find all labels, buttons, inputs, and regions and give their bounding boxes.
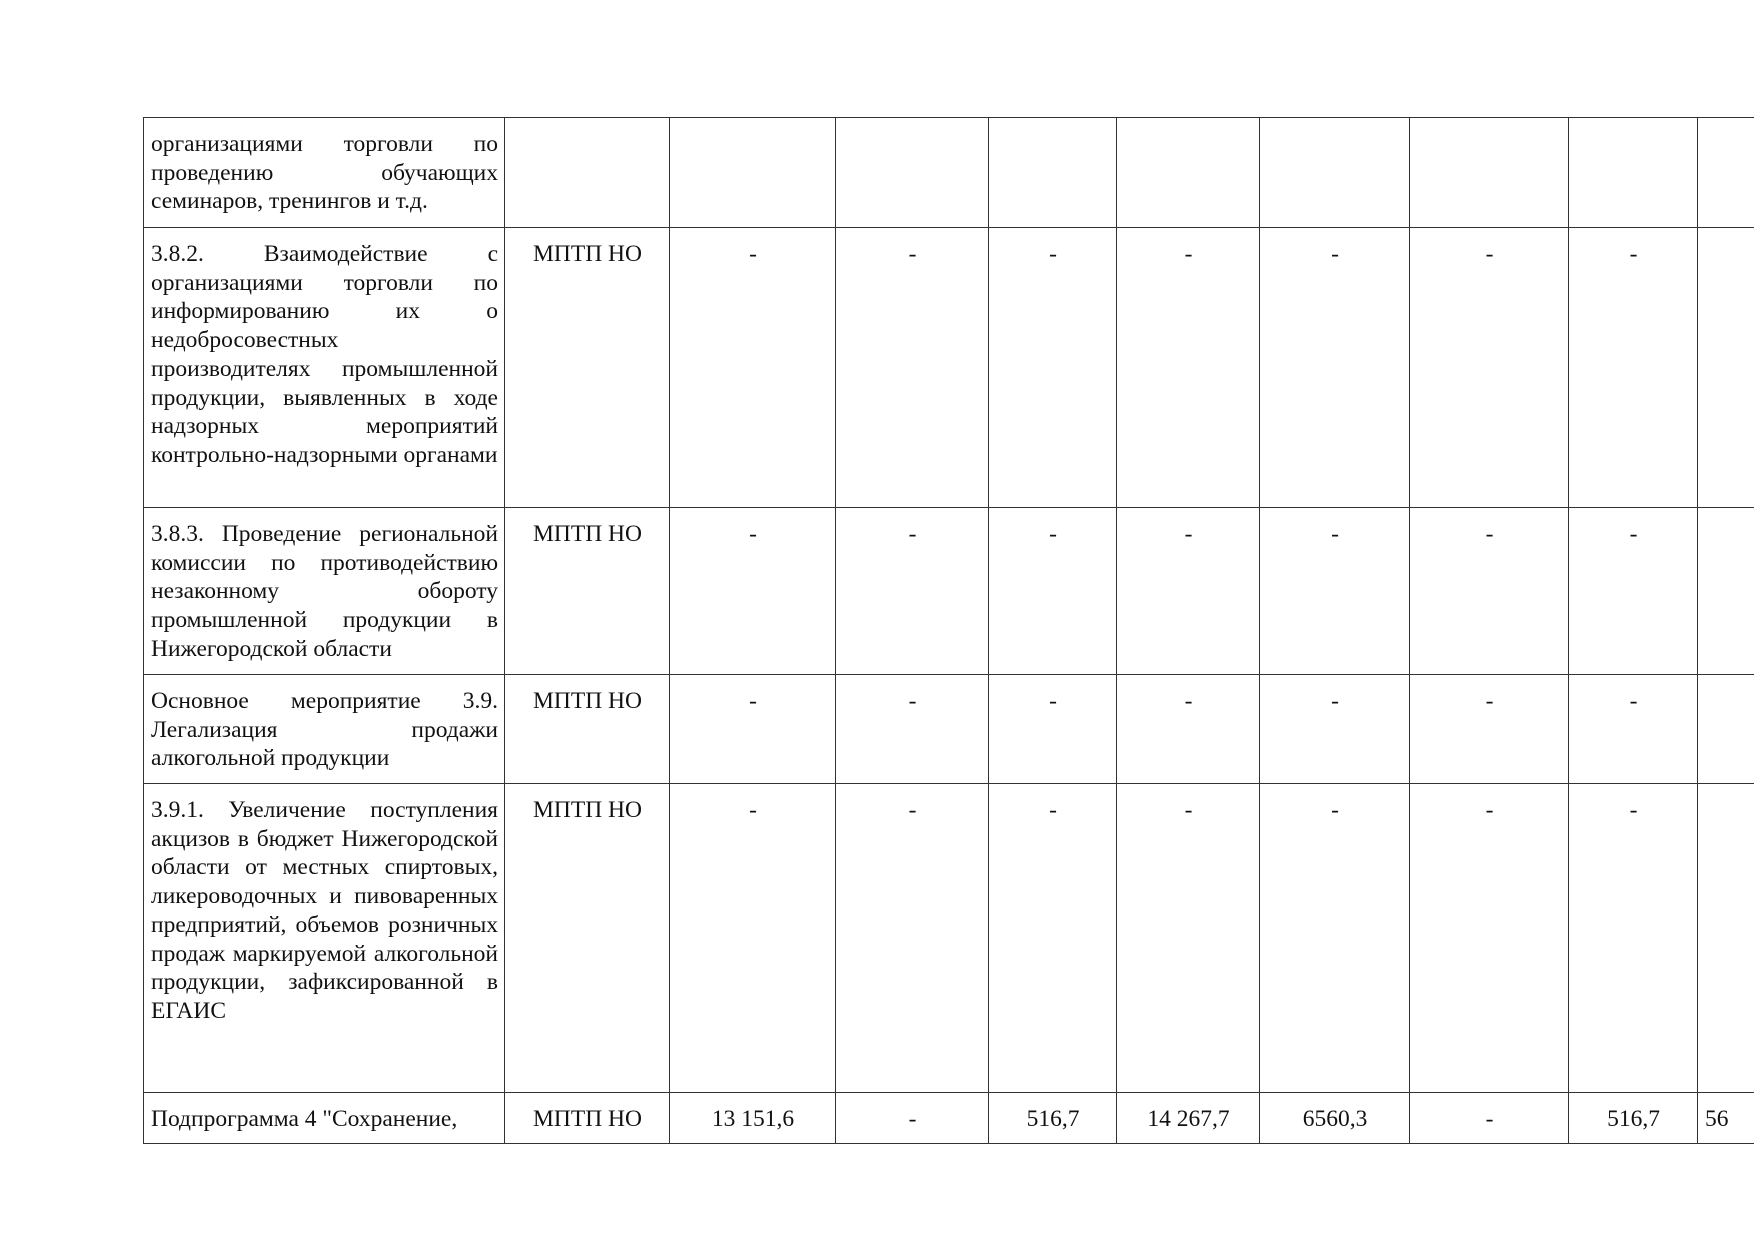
value-cell: -	[1569, 228, 1698, 508]
value-cell: 516,7	[1569, 1093, 1698, 1144]
value-cell: -	[1260, 675, 1410, 784]
value-cell: -	[1410, 1093, 1569, 1144]
table-row	[144, 508, 1754, 675]
value-cell: 56	[1698, 1093, 1754, 1144]
value-cell: -	[1569, 675, 1698, 784]
value-cell: -	[1117, 228, 1260, 508]
value-cell: -	[1117, 675, 1260, 784]
value-cell: -	[1260, 784, 1410, 1093]
value-cell: -	[1569, 784, 1698, 1093]
value-cell	[1698, 228, 1754, 508]
value-cell: -	[1260, 228, 1410, 508]
value-cell: -	[989, 675, 1117, 784]
value-cell: -	[1117, 508, 1260, 675]
value-cell	[1698, 118, 1754, 228]
table-row	[144, 675, 1754, 784]
value-cell: -	[1260, 508, 1410, 675]
value-cell: -	[670, 508, 836, 675]
value-cell	[1698, 508, 1754, 675]
value-cell	[1117, 118, 1260, 228]
activity-description: организациями торговли по проведению обучающих семинаров, тренингов и т.д.	[144, 118, 505, 228]
value-cell	[1698, 784, 1754, 1093]
value-cell: -	[670, 228, 836, 508]
executor-cell: МПТП НО	[505, 784, 670, 1093]
table-row	[144, 784, 1754, 1093]
table-row	[144, 118, 1754, 228]
value-cell	[1698, 675, 1754, 784]
executor-cell: МПТП НО	[505, 228, 670, 508]
budget-table	[143, 117, 1754, 1144]
value-cell: -	[836, 784, 989, 1093]
activity-description: 3.8.2. Взаимодействие с организациями торговли по информированию их о недобросовестных производителях промышленной продукции, выявленных в ходе надзорных мероприятий контрольно-надзорными органами	[144, 228, 505, 508]
value-cell: -	[989, 508, 1117, 675]
value-cell	[1410, 118, 1569, 228]
value-cell	[670, 118, 836, 228]
activity-description: Подпрограмма 4 "Сохранение,	[144, 1093, 505, 1144]
executor-cell: МПТП НО	[505, 508, 670, 675]
value-cell: -	[1117, 784, 1260, 1093]
value-cell: -	[670, 675, 836, 784]
value-cell: 516,7	[989, 1093, 1117, 1144]
value-cell: 13 151,6	[670, 1093, 836, 1144]
value-cell: 14 267,7	[1117, 1093, 1260, 1144]
activity-description: 3.8.3. Проведение региональной комиссии по противодействию незаконному обороту промышленной продукции в Нижегородской области	[144, 508, 505, 675]
value-cell: -	[836, 1093, 989, 1144]
value-cell: -	[1410, 508, 1569, 675]
value-cell: -	[989, 784, 1117, 1093]
value-cell	[1260, 118, 1410, 228]
value-cell: -	[1410, 675, 1569, 784]
activity-description: Основное мероприятие 3.9. Легализация продажи алкогольной продукции	[144, 675, 505, 784]
value-cell: -	[836, 228, 989, 508]
value-cell: 6560,3	[1260, 1093, 1410, 1144]
value-cell: -	[836, 675, 989, 784]
value-cell: -	[1410, 228, 1569, 508]
executor-cell: МПТП НО	[505, 675, 670, 784]
executor-cell: МПТП НО	[505, 1093, 670, 1144]
value-cell	[836, 118, 989, 228]
value-cell: -	[1410, 784, 1569, 1093]
value-cell: -	[670, 784, 836, 1093]
executor-cell	[505, 118, 670, 228]
table-row	[144, 1093, 1754, 1144]
value-cell: -	[1569, 508, 1698, 675]
value-cell	[989, 118, 1117, 228]
value-cell: -	[989, 228, 1117, 508]
value-cell: -	[836, 508, 989, 675]
activity-description: 3.9.1. Увеличение поступления акцизов в бюджет Нижегородской области от местных спиртовых, ликероводочных и пивоваренных предприятий, объемов розничных продаж маркируемой алкогольной продукции, зафиксированной в ЕГАИС	[144, 784, 505, 1093]
value-cell	[1569, 118, 1698, 228]
table-row	[144, 228, 1754, 508]
